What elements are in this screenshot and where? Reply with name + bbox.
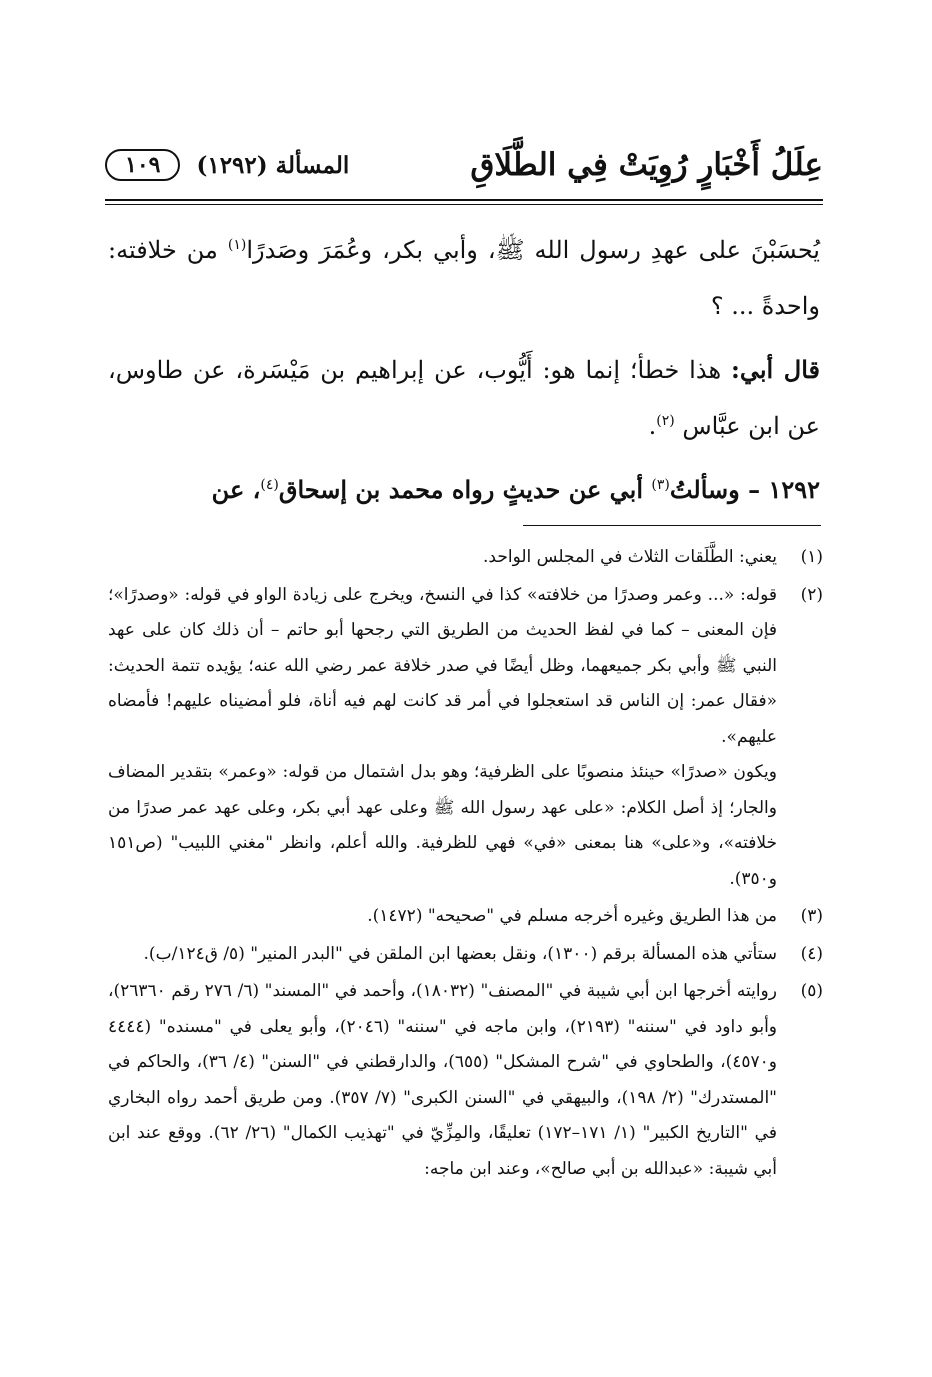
footnote-line: يعني: الطَّلَقات الثلاث في المجلس الواحد.	[483, 547, 777, 567]
header-rule	[105, 199, 823, 205]
para2-text: هذا خطأ؛ إنما هو: أَيُّوب، عن إبراهيم بن مَيْسَرة، عن طاوس، عن ابن عبَّاس	[108, 356, 820, 440]
footnote-4	[108, 937, 823, 973]
main-paragraph-1	[108, 222, 820, 334]
para1-text-a: يُحسَبْنَ على عهدِ رسول الله ﷺ، وأبي بكر، وعُمَرَ وصَدرًا	[246, 236, 820, 264]
footnote-line: روايته أخرجها ابن أبي شيبة في "المصنف" (١٨٠٣٢)، وأحمد في "المسند" (٦/ ٢٧٦ رقم ٢٦٣٦٠)، وأبو داود في "سننه" (٢١٩٣)، وابن ماجه في "سننه" (٢٠٤٦)، وأبو يعلى في "مسنده" (٤٤٤٤ و٤٥٧٠)، والطحاوي في "شرح المشكل" (٦٥٥)، والدارقطني في "السنن" (٤/ ٣٦)، والحاكم في "المستدرك" (٢/ ١٩٨)، والبيهقي في "السنن الكبرى" (٧/ ٣٥٧). ومن طريق أحمد رواه البخاري في "التاريخ الكبير" (١/ ١٧١–١٧٢) تعليقًا، والمِزِّيّ في "تهذيب الكمال" (٢٦/ ٦٢). ووقع عند ابن أبي شيبة: «عبدالله بن أبي صالح»، وعند ابن ماجه:	[108, 981, 777, 1179]
running-header	[105, 140, 823, 190]
footnote-line: قوله: «... وعمر وصدرًا من خلافته» كذا في النسخ، ويخرج على زيادة الواو في قوله: «وصدرًا»؛ فإن المعنى – كما في لفظ الحديث من الطريق التي رجحها أبو حاتم – أن ذلك كان على عهد النبي ﷺ وأبي بكر جميعهما، وظل أيضًا في صدر خلافة عمر رضي الله عنه؛ يؤيده تتمة الحديث: «فقال عمر: إن الناس قد استعجلوا في أمر قد كانت لهم فيه أناة، فلو أمضيناه عليهم! فأمضاه عليهم».	[108, 584, 777, 747]
footnotes	[108, 540, 823, 1187]
footnote-1	[108, 540, 823, 576]
footnote-body	[108, 578, 777, 898]
footnote-number: (٥)	[800, 981, 823, 1001]
para2-end: .	[648, 412, 657, 440]
footnote-ref-3[interactable]: (٣)	[651, 477, 670, 493]
footnote-line: ويكون «صدرًا» حينئذ منصوبًا على الظرفية؛ وهو بدل اشتمال من قوله: «وعمر» بتقدير المضاف والجار؛ إذ أصل الكلام: «على عهد رسول الله ﷺ وعلى عهد أبي بكر، وعلى عهد عمر صدرًا من خلافته»، و«على» هنا بمعنى «في» فهي للظرفية. والله أعلم، وانظر "مغني اللبيب" (ص١٥١ و٣٥٠).	[108, 762, 777, 889]
footnote-3	[108, 899, 823, 935]
page-number: ١٠٩	[105, 149, 180, 181]
main-paragraph-3	[108, 462, 820, 518]
footnote-number: (٣)	[800, 906, 823, 926]
footnote-number: (٤)	[800, 943, 823, 964]
para3-lead: ١٢٩٢ – وسألتُ	[669, 475, 820, 504]
footnote-line: ستأتي هذه المسألة برقم (١٣٠٠)، ونقل بعضها ابن الملقن في "البدر المنير" (٥/ ق١٢٤/ب).	[143, 943, 777, 964]
footnote-5	[108, 974, 823, 1187]
book-title: عِلَلُ أَخْبَارٍ رُوِيَتْ فِي الطَّلَاقِ	[470, 147, 823, 183]
footnote-body	[108, 899, 777, 935]
footnote-ref-4[interactable]: (٤)	[260, 477, 279, 493]
footnote-line: من هذا الطريق وغيره أخرجه مسلم في "صحيحه" (١٤٧٢).	[367, 906, 777, 926]
para3-end: ، عن	[211, 475, 261, 504]
footnote-2	[108, 578, 823, 898]
footnote-body	[108, 974, 777, 1187]
issue-label: المسألة (١٢٩٢)	[196, 151, 350, 179]
para1-text-b: من خلافته: واحدةً ... ؟	[108, 236, 820, 320]
footnote-number: (٢)	[800, 584, 823, 605]
main-paragraph-2	[108, 342, 820, 454]
footnote-ref-2[interactable]: (٢)	[656, 413, 675, 429]
main-text	[108, 222, 820, 518]
footnote-number: (١)	[800, 547, 823, 567]
footnote-separator	[523, 525, 821, 526]
footnote-body	[108, 937, 777, 973]
para3-middle: أبي عن حديثٍ رواه محمد بن إسحاق	[278, 475, 652, 504]
footnote-ref-1[interactable]: (١)	[227, 237, 247, 253]
para2-speaker: قال أبي:	[730, 355, 820, 384]
footnote-body	[108, 540, 777, 576]
